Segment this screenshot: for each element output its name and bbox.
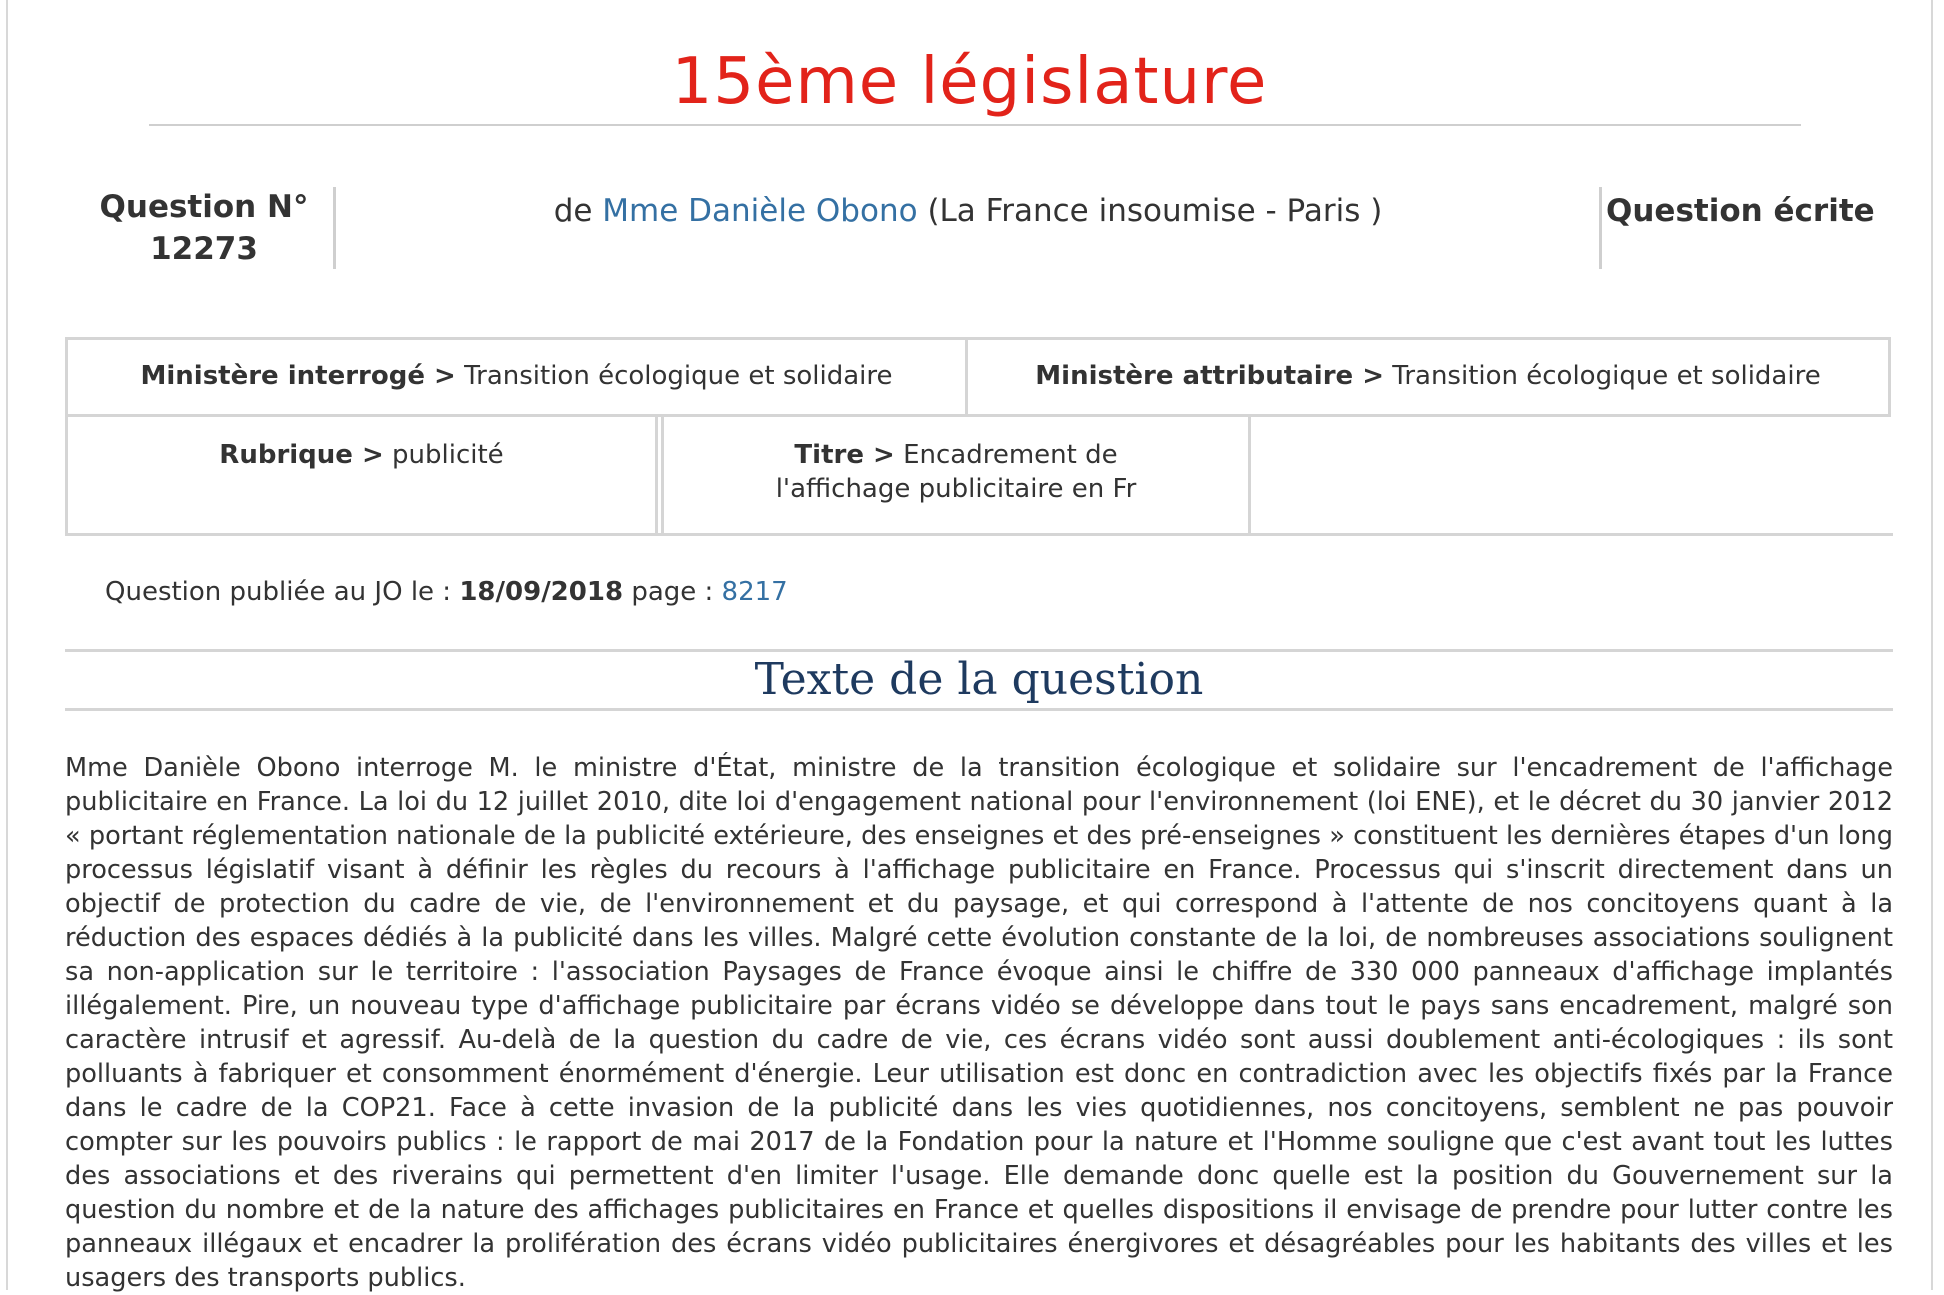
legislature-title: 15ème législature <box>671 45 1268 119</box>
author-group: (La France insoumise - Paris ) <box>927 193 1383 229</box>
question-author <box>338 190 1598 232</box>
rubrique-value: publicité <box>392 440 504 470</box>
author-prefix: de <box>553 193 593 229</box>
ministere-attributaire-label: Ministère attributaire > <box>1035 361 1384 391</box>
question-number-label: Question N° <box>99 189 309 225</box>
rubrique-cell <box>68 414 658 533</box>
rubrique-label: Rubrique > <box>219 440 384 470</box>
titre-label: Titre > <box>794 440 895 470</box>
metadata-row-ministries <box>65 337 1891 417</box>
publication-info <box>105 574 788 610</box>
publication-date: 18/09/2018 <box>459 577 624 607</box>
publication-page-link[interactable]: 8217 <box>721 577 788 607</box>
empty-cell <box>1251 414 1893 533</box>
publication-page-label: page : <box>631 577 714 607</box>
question-number-block <box>86 186 322 270</box>
question-type: Question écrite <box>1606 193 1875 229</box>
titre-value: Encadrement de l'affichage publicitaire en Fr <box>775 440 1137 504</box>
author-name-link[interactable]: Mme Danièle Obono <box>602 193 918 229</box>
header-separator-right <box>1599 187 1602 269</box>
ministere-interroge-cell <box>68 340 968 414</box>
title-divider <box>149 124 1801 126</box>
titre-cell <box>661 414 1251 533</box>
metadata-row-topic <box>65 414 1893 536</box>
question-number: 12273 <box>150 231 258 267</box>
ministere-attributaire-value: Transition écologique et solidaire <box>1392 361 1821 391</box>
ministere-attributaire-cell <box>968 340 1888 414</box>
header-separator-left <box>333 187 336 269</box>
publication-prefix: Question publiée au JO le : <box>105 577 452 607</box>
question-body-text: Mme Danièle Obono interroge M. le ministre d'État, ministre de la transition écologique et solidaire sur l'encadrement de l'affichage publicitaire en France. La loi du 12 juillet 2010, dite loi d'engagement national pour l'environnement (loi ENE), et le décret du 30 janvier 2012 « portant réglementation nationale de la publicité extérieure, des enseignes et des pré-enseignes » constituent les dernières étapes d'un long processus législatif visant à définir les règles du recours à l'affichage publicitaire en France. Processus qui s'inscrit directement dans un objectif de protection du cadre de vie, de l'environnement et du paysage, et qui correspond à l'attente de nos concitoyens quant à la réduction des espaces dédiés à la publicité dans les villes. Malgré cette évolution constante de la loi, de nombreuses associations soulignent sa non-application sur le territoire : l'association Paysages de France évoque ainsi le chiffre de 330 000 panneaux d'affichage implantés illégalement. Pire, un nouveau type d'affichage publicitaire par écrans vidéo se développe dans tout le pays sans encadrement, malgré son caractère intrusif et agressif. Au-delà de la question du cadre de vie, ces écrans vidéo sont aussi doublement anti-écologiques : ils sont polluants à fabriquer et consomment énormément d'énergie. Leur utilisation est donc en contradiction avec les objectifs fixés par la France dans le cadre de la COP21. Face à cette invasion de la publicité dans les vies quotidiennes, nos concitoyens, semblent ne pas pouvoir compter sur les pouvoirs publics : le rapport de mai 2017 de la Fondation pour la nature et l'Homme souligne que c'est avant tout les luttes des associations et des riverains qui permettent d'en limiter l'usage. Elle demande donc quelle est la position du Gouvernement sur la question du nombre et de la nature des affichages publicitaires en France et quelles dispositions il envisage de prendre pour lutter contre les panneaux illégaux et encadrer la prolifération des écrans vidéo publicitaires énergivores et désagréables pour les habitants des villes et les usagers des transports publics. <box>65 753 1893 1293</box>
ministere-interroge-label: Ministère interrogé > <box>140 361 456 391</box>
section-divider-bottom <box>65 708 1893 711</box>
section-title: Texte de la question <box>754 654 1204 705</box>
ministere-interroge-value: Transition écologique et solidaire <box>464 361 893 391</box>
question-page <box>6 0 1933 1293</box>
